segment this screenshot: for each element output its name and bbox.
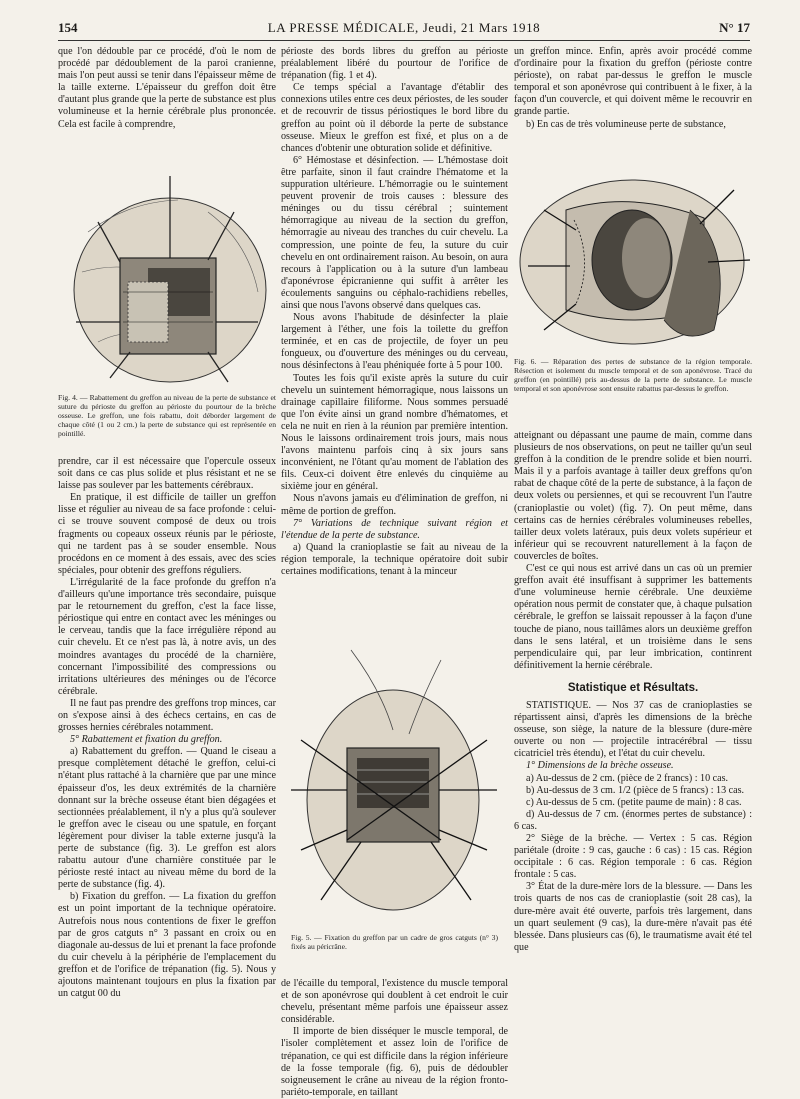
header-rule	[58, 40, 750, 41]
paragraph: périoste des bords libres du greffon au périoste préalablement libéré du pourtour de l'orifice de trépanation (fig. 1 et 4).	[281, 46, 508, 82]
issue-number: N° 17	[719, 20, 750, 35]
paragraph: Il importe de bien disséquer le muscle temporal, de l'isoler complètement et assez loin de l'orifice de trépanation, ce qui est difficile dans la région inférieure de la fosse temporale (fig. 6), puis de dédoubler soigneusement le crâne au niveau de la région fronto-pariéto-temporale, en taillant	[281, 1026, 508, 1098]
figure-5-caption: Fig. 5. — Fixation du greffon par un cadre de gros catguts (n° 3) fixés au péricrâne.	[291, 933, 498, 951]
paragraph: b) En cas de très volumineuse perte de substance,	[526, 118, 726, 130]
paragraph: Toutes les fois qu'il existe après la suture du cuir chevelu un suintement hémorragique, nous laissons un drainage capillaire filiforme. Nous sommes persuadé que l'on évite ainsi un grand nombre d'hématomes, et cela ne nuit en rien à la réunion par première intention. Nous le laissons ordinairement trois jours, mais nous l'avons maintenu parfois cinq à six jours sans inconvénient, ne l'ôtant qu'au moment de l'ablation des fils. Ceux-ci doivent être enlevés du cinquième au sixième jour en général.	[281, 372, 508, 493]
paragraph: prendre, car il est nécessaire que l'opercule osseux soit dans ce cas plus solide et plus résistant et ne se laisse pas soulever par les battements cérébraux.	[58, 456, 276, 492]
figure-5-illustration	[281, 630, 508, 926]
col2-bottom	[281, 978, 508, 1099]
col1-body	[58, 456, 276, 1000]
list-item: b) Au-dessus de 3 cm. 1/2 (pièce de 5 francs) : 13 cas.	[526, 784, 745, 796]
col1-top	[58, 46, 276, 131]
subsection-heading: 7° Variations de technique suivant région et l'étendue de la perte de substance.	[281, 517, 508, 541]
paragraph: un greffon mince. Enfin, après avoir procédé comme d'ordinaire pour la fixation du greffon (périoste contre périoste), on rabat par-dessus le greffon le muscle temporal et son aponévrose qui contribuent à le fixer, à la façon d'un couvercle, et qui doivent même le recouvrir en grande partie.	[514, 46, 752, 118]
figure-5	[281, 630, 508, 970]
column-2	[281, 46, 508, 1098]
col3-top	[514, 46, 752, 131]
paragraph: C'est ce qui nous est arrivé dans un cas où un premier greffon avait été insuffisant à supprimer les battements d'une volumineuse hernie cérébrale. Une deuxième opération nous permit de constater que, à chaque pulsation cérébrale, le greffon se laissait repousser à la façon d'une touche de piano, nous taillâmes alors un deuxième greffon dans le sens latéral, et un troisième dans le sens perpendiculaire qui, par leur imbrication, continrent définitivement la hernie cérébrale.	[514, 563, 752, 671]
figure-6-caption: Fig. 6. — Réparation des pertes de substance de la région temporale. Résection et isolement du muscle temporal et de son aponévrose. Tracé du greffon (en pointillé) pris au-dessus de la perte de substance. Le muscle temporal et son aponévrose sont ensuite rabattus par-dessus le greffon.	[514, 357, 752, 393]
paragraph: atteignant ou dépassant une paume de main, comme dans plusieurs de nos observations, on peut ne tailler qu'un seul greffon à la condition de le prendre solide et bien nourri. Mais il y a parfois avantage à tailler deux greffons qu'on rabat de chaque côté de la perte de substance, à la façon de deux volets ou persiennes, et qui se recouvrent l'un l'autre (cranioplastie ou volet) (fig. 7). On peut même, dans certains cas de hernies cérébrales volumineuses rebelles, tailler deux volets latéraux, puis deux volets supérieur et inférieur qui se recouvrent naturellement à la façon de couvercles de boîtes.	[514, 430, 752, 562]
column-1	[58, 46, 276, 1076]
figure-4-caption: Fig. 4. — Rabattement du greffon au niveau de la perte de substance et suture du périoste du greffon au périoste du pourtour de la brèche osseuse. Le greffon, une fois rabattu, doit déborder largement de chaque côté (1 ou 2 cm.) la perte de substance qui est représentée en pointillé.	[58, 393, 276, 438]
paragraph: STATISTIQUE. — Nos 37 cas de cranioplasties se répartissent ainsi, d'après les dimensions de la brèche osseuse, son siège, la nature de la blessure (dure-mère ouverte ou non — projectile intracérébral — tissu cicatriciel très étendu), et l'état du cuir chevelu.	[514, 699, 752, 760]
column-3	[514, 46, 752, 1076]
paragraph: 3° État de la dure-mère lors de la blessure. — Dans les trois quarts de nos cas de cranioplastie (soit 28 cas), la dure-mère avait été ouverte, parfois très largement, dans un quart seulement (9 cas), la dure-mère n'avait pas été blessée. Dans plusieurs cas (6), le traumatisme avait été tel que	[514, 881, 752, 953]
running-header	[58, 20, 750, 38]
paragraph: de l'écaille du temporal, l'existence du muscle temporal et de son aponévrose qui doublent à cet endroit le cuir chevelu, présentant même parfois une épaisseur assez considérable.	[281, 978, 508, 1026]
journal-title: LA PRESSE MÉDICALE, Jeudi, 21 Mars 1918	[267, 20, 541, 35]
col3-body	[514, 430, 752, 954]
paragraph: a) Quand la cranioplastie se fait au niveau de la région temporale, la technique opératoire doit subir certaines modifications, tenant à la minceur	[281, 541, 508, 578]
paragraph: 6° Hémostase et désinfection. — L'hémostase doit être parfaite, sinon il faut craindre l'hématome et la suppuration ultérieure. L'hémorragie ou le suintement peuvent provenir de trois causes : blessure des méninges ou du tissu cérébral ; suintement hémorragique au niveau de la section du greffon, hémorragie au niveau des tranches du cuir chevelu. La compression, une pointe de feu, la suture du cuir chevelu en ont ordinairement raison. Au besoin, on aura recours à l'application ou à la suture d'un lambeau d'aponévrose épicranienne qui suffit à arrêter les écoulements sanguins ou céphalo-rachidiens rebelles, ainsi que nous l'avons observé dans quelques cas.	[281, 154, 508, 311]
paragraph: En pratique, il est difficile de tailler un greffon lisse et régulier au niveau de sa face profonde : celui-ci se trouve souvent composé de deux ou trois fragments ou copeaux osseux réunis par le périoste, qui ne tardent pas à se souder ensemble. Nous procédons en ce moment à des essais, avec des scies spéciales, pour obtenir des greffons réguliers.	[58, 492, 276, 576]
paragraph: Il ne faut pas prendre des greffons trop minces, car on s'expose ainsi à des échecs certains, en cas de grosses hernies cérébrales notamment.	[58, 697, 276, 734]
paragraph: que l'on dédouble par ce procédé, d'où le nom de procédé par dédoublement de la paroi cranienne, mais l'on peut aussi se tenir dans l'épaisseur même de la taille externe. L'épaisseur du greffon doit être d'autant plus grande que la perte de substance est plus volumineuse et la hernie cérébrale plus prononcée. Cela est facile à comprendre,	[58, 46, 276, 130]
subsection-heading: 1° Dimensions de la brèche osseuse.	[526, 760, 674, 772]
figure-6-illustration	[514, 170, 752, 350]
paragraph: L'irrégularité de la face profonde du greffon n'a d'ailleurs qu'une importance très secondaire, puisque par le retournement du greffon, c'est la face lisse, périostique qui entre en contact avec les méninges ou le cerveau, tandis que la face irrégulière répond au cuir chevelu. Et ce n'est pas là, à notre avis, un des moindres avantages du procédé de la charnière, concernant l'impossibilité des compressions ou irritations ultérieures des méninges ou de l'écorce cérébrale.	[58, 576, 276, 697]
figure-4	[58, 172, 276, 438]
paragraph: a) Rabattement du greffon. — Quand le ciseau a presque complètement détaché le greffon, celui-ci n'étant plus rattaché à la charnière que par une mince épaisseur d'os, les deux extrémités de la charnière donnant sur la brèche osseuse étant bien dégagées et sectionnées préalablement, il n'y a plus qu'à soulever le greffon avec le ciseau ou une spatule, en forçant légèrement pour diviser la table externe jusqu'à la perte de substance (fig. 3). Le greffon est alors rabattu autour d'une charnière constituée par le périoste resté intact au niveau même du bord de la perte de substance (fig. 4).	[58, 746, 276, 891]
col2-top	[281, 46, 508, 578]
paragraph: b) Fixation du greffon. — La fixation du greffon est un point important de la technique opératoire. Autrefois nous nous contentions de fixer le greffon par de gros catguts n° 3 passant en croix ou en diagonale au-dessus de lui et prenant la face profonde du cuir chevelu à la périphérie de l'emplacement du greffon et de l'orifice de trépanation (fig. 5). Nous y ajoutons maintenant toujours en plus la fixation par un catgut 00 du	[58, 891, 276, 1000]
paragraph: Ce temps spécial a l'avantage d'établir des connexions utiles entre ces deux périostes, de les souder et de recouvrir de tissus périostiques le bord libre du greffon au point où il déborde la perte de substance osseuse. Mieux le greffon est fixé, et plus on a de chances d'obtenir une obturation solide et définitive.	[281, 82, 508, 154]
figure-6	[514, 170, 752, 402]
page-number: 154	[58, 20, 78, 35]
list-item: d) Au-dessus de 7 cm. (énormes pertes de substance) : 6 cas.	[514, 808, 752, 832]
section-heading: Statistique et Résultats.	[567, 681, 699, 694]
figure-4-illustration	[58, 172, 276, 386]
subsection-heading: 5° Rabattement et fixation du greffon.	[70, 734, 223, 746]
list-item: c) Au-dessus de 5 cm. (petite paume de main) : 8 cas.	[526, 796, 742, 808]
list-item: a) Au-dessus de 2 cm. (pièce de 2 francs) : 10 cas.	[526, 772, 729, 784]
paragraph: Nous n'avons jamais eu d'élimination de greffon, ni même de portion de greffon.	[281, 493, 508, 517]
paragraph: 2° Siège de la brèche. — Vertex : 5 cas. Région pariétale (droite : 9 cas, gauche : 6 cas) : 15 cas. Région occipitale : 6 cas. Région temporale : 6 cas. Région frontale : 5 cas.	[514, 833, 752, 881]
paragraph: Nous avons l'habitude de désinfecter la plaie largement à l'éther, une fois la toilette du greffon terminée, et en cas de projectile, de foyer un peu fongueux, ou d'ouverture des méninges ou du cerveau, nous désinfectons à l'eau phéniquée forte à 5 pour 100.	[281, 312, 508, 372]
